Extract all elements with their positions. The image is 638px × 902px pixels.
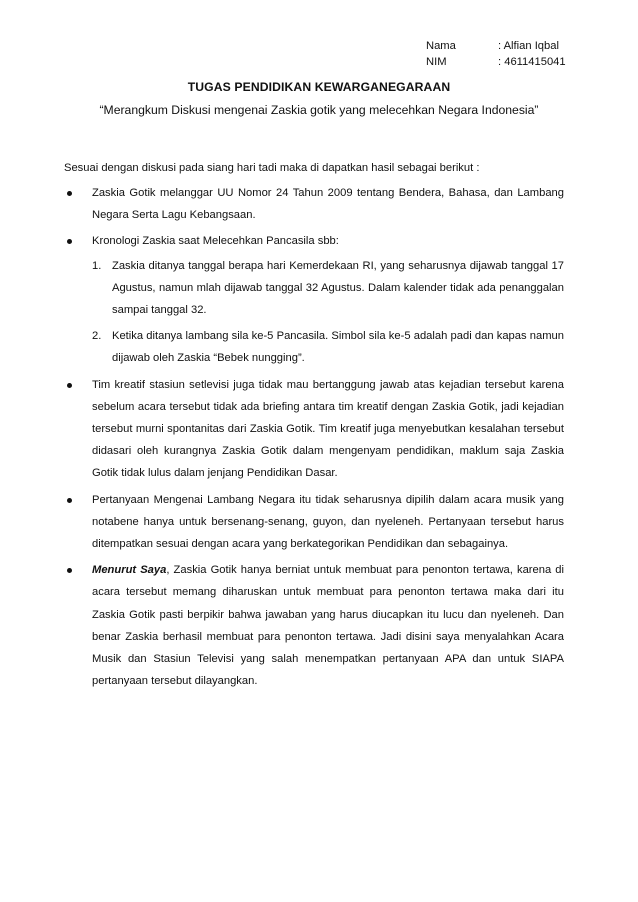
numbered-marker: 1. xyxy=(92,259,102,272)
nim-value: : 4611415041 xyxy=(498,56,566,68)
numbered-list xyxy=(92,255,564,370)
bullet-item xyxy=(64,230,564,369)
numbered-item xyxy=(92,325,564,369)
bullet-dot-icon xyxy=(67,568,72,573)
opinion-lead: Menurut Saya xyxy=(92,564,167,577)
name-label: Nama xyxy=(426,40,456,52)
opinion-text: , Zaskia Gotik hanya berniat untuk membuat para penonton tertawa, karena di acara tersebut memang diharuskan untuk membuat para penonton tertawa maka dari itu Zaskia Gotik pasti berpikir bahwa jawaban yang harus diucapkan itu lucu dan nyeleneh. Dan benar Zaskia berhasil membuat para penonton tertawa. Jadi disini saya menyalahkan Acara Musik dan Stasiun Televisi yang salah menempatkan pertanyaan APA dan untuk SIAPA pertanyaan tersebut dilayangkan. xyxy=(92,564,564,688)
bullet-item xyxy=(64,559,564,692)
intro-text: Sesuai dengan diskusi pada siang hari tadi maka di dapatkan hasil sebagai berikut : xyxy=(64,162,480,174)
numbered-marker: 2. xyxy=(92,330,102,343)
bullet-text: Zaskia Gotik melanggar UU Nomor 24 Tahun 2009 tentang Bendera, Bahasa, dan Lambang Negara Serta Lagu Kebangsaan. xyxy=(92,187,564,222)
bullet-text: Tim kreatif stasiun setlevisi juga tidak mau bertanggung jawab atas kejadian tersebut karena sebelum acara tersebut tidak ada briefing antara tim kreatif dengan Zaskia Gotik, jadi kejadian tersebut murni spontanitas dari Zaskia Gotik. Tim kreatif juga menyebutkan kesalahan tersebut didasari oleh kurangnya Zaskia Gotik dalam mengenyam pendidikan, maklum saja Zaskia Gotik tidak lulus dalam jenjang Pendidikan Dasar. xyxy=(92,378,564,480)
numbered-text: Zaskia ditanya tanggal berapa hari Kemerdekaan RI, yang seharusnya dijawab tanggal 17 Agustus, namun mlah dijawab tanggal 32 Agustus. Dalam kalender tidak ada penanggalan sampai tanggal 32. xyxy=(112,259,564,317)
bullet-dot-icon xyxy=(67,239,72,244)
document-title: TUGAS PENDIDIKAN KEWARGANEGARAAN xyxy=(187,80,451,94)
bullet-dot-icon xyxy=(67,191,72,196)
content-body xyxy=(64,182,564,696)
bullet-list xyxy=(64,182,564,692)
bullet-text-opinion xyxy=(92,559,564,692)
bullet-dot-icon xyxy=(67,498,72,503)
bullet-text: Pertanyaan Mengenai Lambang Negara itu tidak seharusnya dipilih dalam acara musik yang notabene hanya untuk bersenang-senang, guyon, dan nyeleneh. Pertanyaan tersebut harus ditempatkan sesuai dengan acara yang berkategorikan Pendidikan dan sebagainya. xyxy=(92,493,564,551)
numbered-text: Ketika ditanya lambang sila ke-5 Pancasila. Simbol sila ke-5 adalah padi dan kapas namun dijawab oleh Zaskia “Bebek nungging”. xyxy=(112,330,564,365)
student-info xyxy=(426,38,626,70)
nim-row xyxy=(426,54,626,70)
name-value: : Alfian Iqbal xyxy=(498,40,559,52)
nim-label: NIM xyxy=(426,56,447,68)
bullet-item xyxy=(64,489,564,556)
numbered-item xyxy=(92,255,564,322)
document-subtitle: “Merangkum Diskusi mengenai Zaskia gotik yang melecehkan Negara Indonesia” xyxy=(99,103,539,117)
bullet-text: Kronologi Zaskia saat Melecehkan Pancasila sbb: xyxy=(92,235,339,248)
name-row xyxy=(426,38,626,54)
bullet-dot-icon xyxy=(67,383,72,388)
bullet-item xyxy=(64,374,564,485)
bullet-item xyxy=(64,182,564,226)
